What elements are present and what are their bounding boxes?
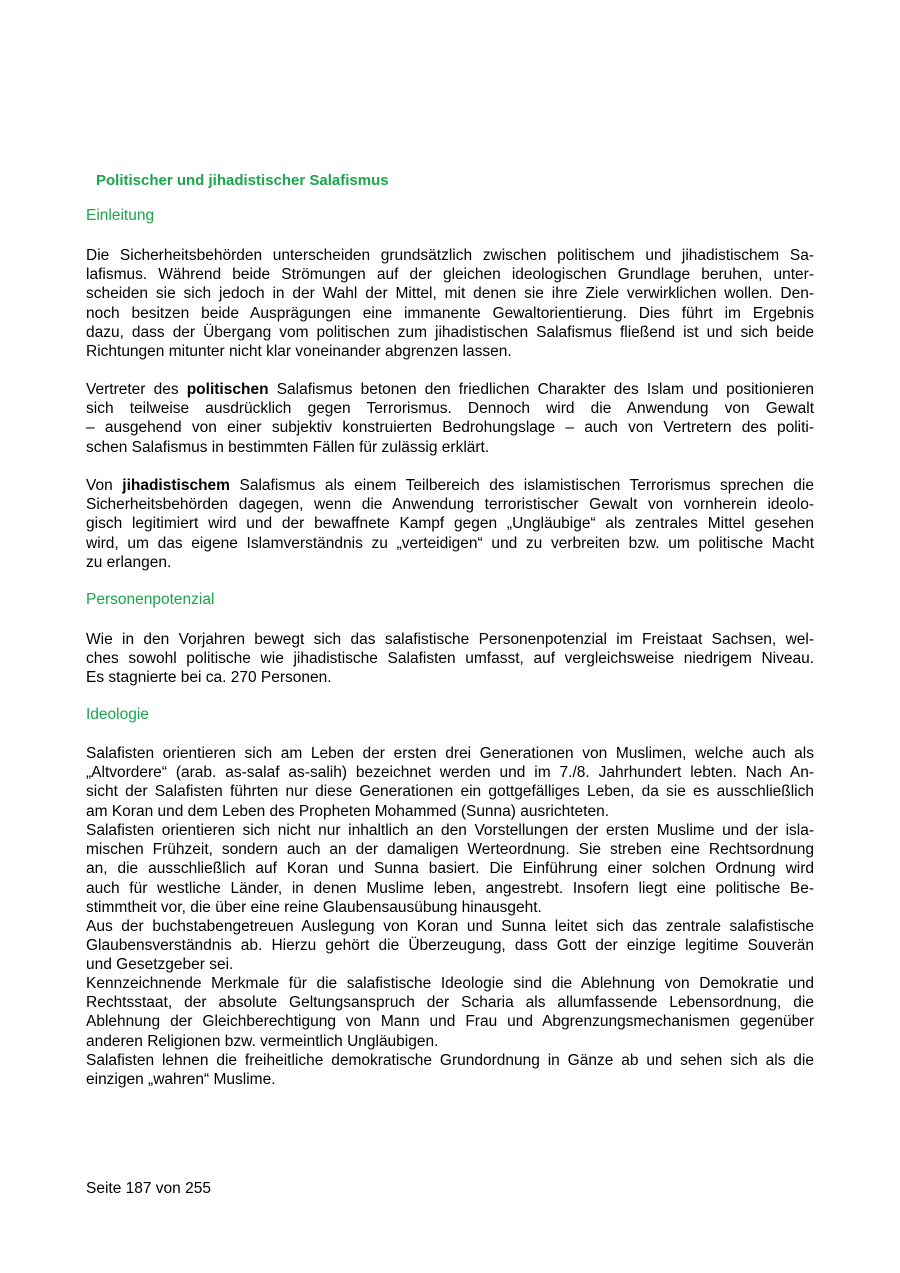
text-line: zu erlangen. — [86, 553, 172, 571]
text-line: am Koran und dem Leben des Propheten Mohammed (Sunna) ausrichteten. — [86, 802, 610, 820]
paragraph-einleitung-3 — [86, 476, 814, 572]
paragraph-ideologie-3 — [86, 917, 814, 975]
text-line: Aus der buchstabengetreuen Auslegung von Koran und Sunna leitet sich das zentrale salafistische — [86, 918, 814, 935]
text-line: stimmtheit vor, die über eine reine Glaubensausübung hinausgeht. — [86, 898, 542, 916]
paragraph-einleitung-1 — [86, 246, 814, 361]
text-line: auch für westliche Länder, in denen Muslime leben, angestrebt. Insofern liegt eine politische Be- — [86, 879, 814, 897]
paragraph-ideologie-4 — [86, 974, 814, 1051]
text-line: anderen Religionen bzw. vermeintlich Ungläubigen. — [86, 1032, 439, 1050]
text-line: lafismus. Während beide Strömungen auf der gleichen ideologischen Grundlage beruhen, unter- — [86, 266, 814, 284]
text-line: wird, um das eigene Islamverständnis zu „verteidigen“ und zu verbreiten bzw. um politische Macht — [86, 534, 814, 552]
text-line: Salafisten orientieren sich am Leben der ersten drei Generationen von Muslimen, welche auch als — [86, 745, 814, 762]
text-line: sich teilweise ausdrücklich gegen Terrorismus. Dennoch wird die Anwendung von Gewalt — [86, 400, 814, 418]
text-line: Glaubensverständnis ab. Hierzu gehört die Überzeugung, dass Gott der einzige legitime Souverän — [86, 937, 814, 955]
page-number-footer: Seite 187 von 255 — [86, 1180, 211, 1197]
text-line: Salafisten orientieren sich nicht nur inhaltlich an den Vorstellungen der ersten Muslime und der isla- — [86, 822, 814, 839]
text-line: sicht der Salafisten führten nur diese Generationen ein gottgefälliges Leben, da sie es ausschließlich — [86, 783, 814, 801]
document-title: Politischer und jihadistischer Salafismus — [96, 172, 389, 189]
text-line: Richtungen mitunter nicht klar voneinander abgrenzen lassen. — [86, 343, 512, 361]
text-line: ches sowohl politische wie jihadistische Salafisten umfasst, auf vergleichsweise niedrigem Niveau. — [86, 650, 814, 668]
text-line: Rechtsstaat, der absolute Geltungsanspruch der Scharia als allumfassende Lebensordnung, die — [86, 994, 814, 1012]
text-line: dazu, dass der Übergang vom politischen zum jihadistischen Salafismus fließend ist und sich beide — [86, 323, 814, 341]
text-line: Wie in den Vorjahren bewegt sich das salafistische Personenpotenzial im Freistaat Sachsen, wel- — [86, 631, 814, 648]
paragraph-ideologie-2 — [86, 821, 814, 917]
text-line: Salafisten lehnen die freiheitliche demokratische Grundordnung in Gänze ab und sehen sich als die — [86, 1052, 814, 1069]
text-line: mischen Frühzeit, sondern auch an der damaligen Werteordnung. Sie streben eine Rechtsordnung — [86, 841, 814, 859]
text-run: Vertreter des — [86, 381, 187, 398]
emphasis-jihadistischem: jihadistischem — [122, 477, 230, 494]
text-line: einzigen „wahren“ Muslime. — [86, 1071, 276, 1089]
text-line: scheiden sie sich jedoch in der Wahl der Mittel, mit denen sie ihre Ziele verwirklichen wollen. Den- — [86, 285, 814, 303]
text-line: noch besitzen beide Ausprägungen eine immanente Gewaltorientierung. Dies führt im Ergebnis — [86, 304, 814, 322]
text-line: und Gesetzgeber sei. — [86, 956, 234, 974]
text-line: schen Salafismus in bestimmten Fällen für zulässig erklärt. — [86, 438, 490, 456]
text-line: Die Sicherheitsbehörden unterscheiden grundsätzlich zwischen politischem und jihadistischem Sa- — [86, 247, 814, 264]
text-line: „Altvordere“ (arab. as-salaf as-salih) bezeichnet werden und im 7./8. Jahrhundert lebten. Nach An- — [86, 764, 814, 782]
paragraph-ideologie-5 — [86, 1051, 814, 1089]
text-run: Salafismus betonen den friedlichen Charakter des Islam und positionieren — [268, 381, 814, 398]
text-run: Von — [86, 477, 123, 494]
text-line — [86, 380, 814, 399]
heading-personenpotenzial: Personenpotenzial — [86, 591, 215, 608]
text-line: Sicherheitsbehörden dagegen, wenn die Anwendung terroristischer Gewalt von vornherein ideolo- — [86, 496, 814, 514]
text-line: Ablehnung der Gleichberechtigung von Mann und Frau und Abgrenzungsmechanismen gegenüber — [86, 1013, 814, 1031]
text-line: Es stagnierte bei ca. 270 Personen. — [86, 669, 332, 687]
text-line — [86, 476, 814, 495]
text-line: – ausgehend von einer subjektiv konstruierten Bedrohungslage – auch von Vertretern des politi- — [86, 419, 814, 437]
paragraph-einleitung-2 — [86, 380, 814, 457]
text-line: gisch legitimiert wird und der bewaffnete Kampf gegen „Ungläubige“ als zentrales Mittel gesehen — [86, 515, 814, 533]
text-line: Kennzeichnende Merkmale für die salafistische Ideologie sind die Ablehnung von Demokratie und — [86, 975, 814, 992]
heading-einleitung: Einleitung — [86, 207, 155, 224]
paragraph-personenpotenzial-1 — [86, 630, 814, 688]
text-run: Salafismus als einem Teilbereich des islamistischen Terrorismus sprechen die — [229, 477, 814, 494]
heading-ideologie: Ideologie — [86, 706, 149, 723]
paragraph-ideologie-1 — [86, 744, 814, 821]
text-line: an, die ausschließlich auf Koran und Sunna basiert. Die Einführung einer solchen Ordnung wird — [86, 860, 814, 878]
emphasis-politischen: politischen — [186, 381, 269, 398]
